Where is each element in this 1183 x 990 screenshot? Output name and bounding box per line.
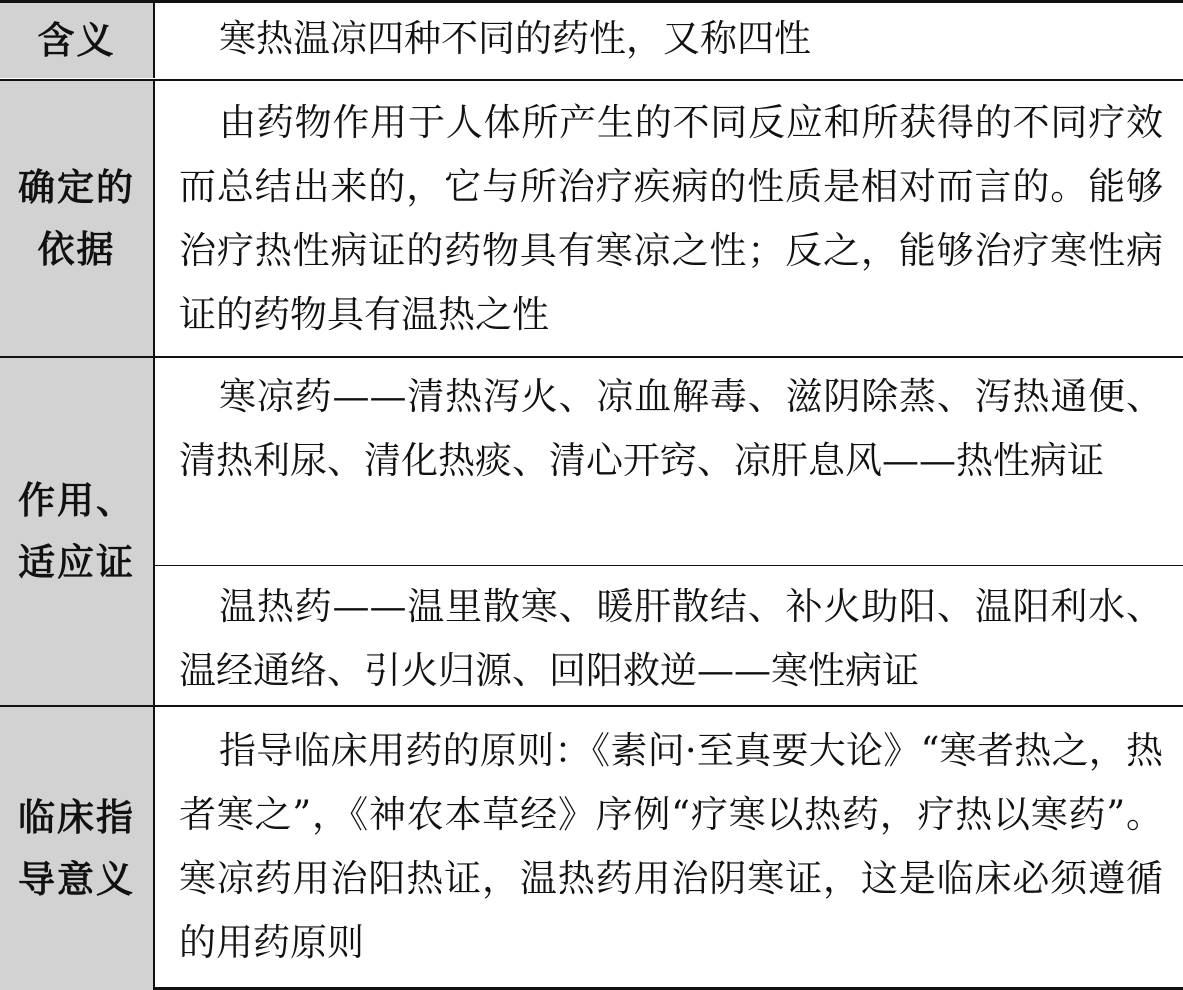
row-content-meaning: [155, 7, 1183, 77]
row-label-meaning: [0, 3, 155, 78]
row-label-basis: [0, 81, 155, 356]
row-divider: [0, 79, 1183, 81]
label-action-line1: 作用、: [18, 478, 135, 522]
label-guidance-line2: 导意义: [18, 857, 135, 901]
subrow-divider: [155, 565, 1183, 566]
cold-herbs-text: 寒凉药——清热泻火、凉血解毒、滋阴除蒸、泻热通便、清热利尿、清化热痰、清心开窍、凉肝息风——热性病证: [179, 375, 1163, 482]
row-divider: [0, 356, 1183, 358]
guidance-text: 指导临床用药的原则：《素问·至真要大论》“寒者热之，热者寒之”，《神农本草经》序例“疗寒以热药，疗热以寒药”。寒凉药用治阳热证，温热药用治阴寒证，这是临床必须遵循的用药原则: [179, 729, 1163, 964]
label-basis-line1: 确定的: [18, 165, 135, 209]
row-content-guidance: [155, 719, 1183, 989]
label-action-line2: 适应证: [18, 540, 135, 584]
row-content-warm-herbs: [155, 575, 1183, 703]
label-guidance-line1: 临床指: [18, 795, 135, 839]
row-label-guidance: [0, 707, 155, 990]
row-content-basis: [155, 91, 1183, 351]
row-label-action: [0, 358, 155, 705]
row-divider: [0, 705, 1183, 707]
row-content-cold-herbs: [155, 365, 1183, 560]
meaning-text: 寒热温凉四种不同的药性，又称四性: [219, 17, 811, 60]
warm-herbs-text: 温热药——温里散寒、暖肝散结、补火助阳、温阳利水、温经通络、引火归源、回阳救逆——寒性病证: [179, 585, 1163, 692]
label-meaning-text: 含义: [37, 18, 116, 62]
basis-text: 由药物作用于人体所产生的不同反应和所获得的不同疗效而总结出来的，它与所治疗疾病的性质是相对而言的。能够治疗热性病证的药物具有寒凉之性；反之，能够治疗寒性病证的药物具有温热之性: [179, 101, 1163, 336]
label-basis-line2: 依据: [37, 227, 116, 271]
